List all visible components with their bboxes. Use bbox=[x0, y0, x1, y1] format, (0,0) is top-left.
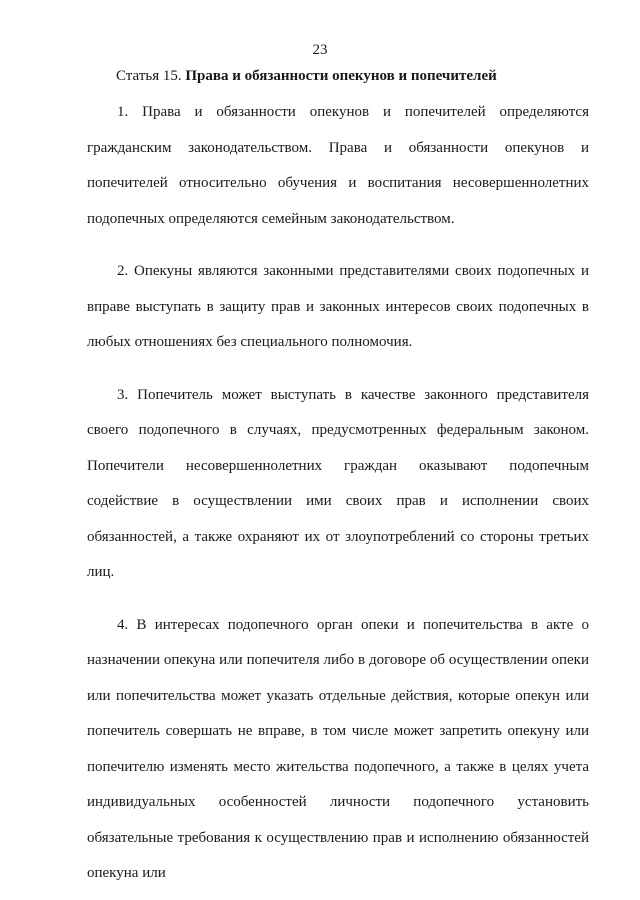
article-body bbox=[87, 95, 589, 892]
paragraph-4: 4. В интересах подопечного орган опеки и попечительства в акте о назначении опекуна или попечителя либо в договоре об осуществлении опеки или попечительства может указать отдельные действия, которые опекун или попечитель совершать не вправе, в том числе может запретить опекуну или попечителю изменять место жительства подопечного, а также в целях учета индивидуальных особенностей личности подопечного установить обязательные требования к осуществлению прав и исполнению обязанностей опекуна или bbox=[87, 616, 589, 881]
article-heading bbox=[116, 68, 497, 85]
paragraph-3: 3. Попечитель может выступать в качестве законного представителя своего подопечного в случаях, предусмотренных федеральным законом. Попечители несовершеннолетних граждан оказывают подопечным содействие в осуществлении ими своих прав и исполнении своих обязанностей, а также охраняют их от злоупотреблений со стороны третьих лиц. bbox=[87, 386, 589, 580]
paragraph-1: 1. Права и обязанности опекунов и попечителей определяются гражданским законодательством. Права и обязанности опекунов и попечителей относительно обучения и воспитания несовершеннолетних подопечных определяются семейным законодательством. bbox=[87, 104, 589, 227]
article-title: Права и обязанности опекунов и попечителей bbox=[185, 68, 497, 84]
page-number: 23 bbox=[312, 42, 328, 58]
paragraph-2: 2. Опекуны являются законными представителями своих подопечных и вправе выступать в защиту прав и законных интересов своих подопечных в любых отношениях без специального полномочия. bbox=[87, 263, 589, 350]
article-label: Статья 15. bbox=[116, 68, 182, 84]
